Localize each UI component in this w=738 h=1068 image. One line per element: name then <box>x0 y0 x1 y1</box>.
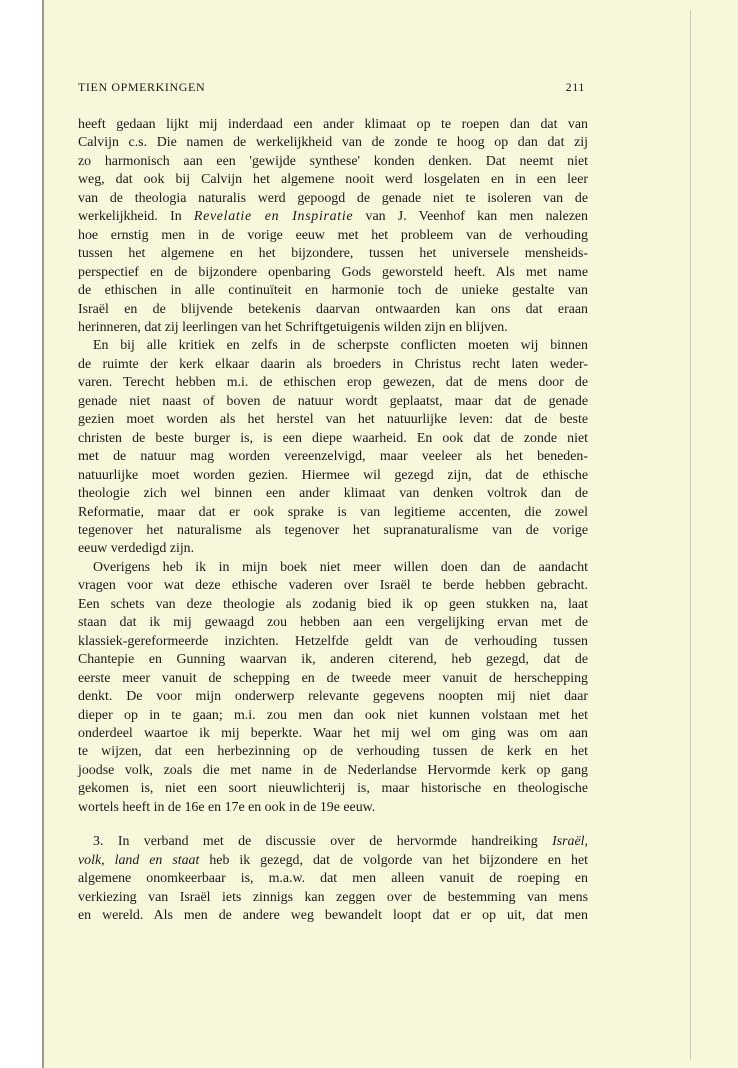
text-line: van de theologia naturalis werd gepoogd de genade niet te isoleren van de <box>78 190 588 206</box>
text-line: tussen het algemene en het bijzondere, tussen het universele mensheids- <box>78 246 588 262</box>
text-line: wortels heeft in de 16e en 17e en ook in de 19e eeuw. <box>78 799 376 815</box>
text-line: perspectief en de bijzondere openbaring Gods geworsteld heeft. Als met name <box>78 264 588 280</box>
text-line: hoe ernstig men in de vorige eeuw met het probleem van de verhouding <box>78 227 588 243</box>
text-line: zo harmonisch aan een 'gewijde synthese' konden denken. Dat neemt niet <box>78 153 588 169</box>
text-line: Israël en de blijvende betekenis daarvan ontwaarden kan ons dat eraan <box>78 301 588 317</box>
text-line: algemene onomkeerbaar is, m.a.w. dat men alleen vanuit de roeping en <box>78 871 588 887</box>
text-run: van J. Veenhof kan men nalezen <box>353 209 589 225</box>
text-line: heeft gedaan lijkt mij inderdaad een ander klimaat op te roepen dan dat van <box>78 117 588 132</box>
text-line: onderdeel waartoe ik mij beperkte. Waar het mij wel om ging was om aan <box>78 725 588 741</box>
text-line: natuurlijke moet worden gezien. Hiermee wil gezegd zijn, dat de ethische <box>78 467 588 483</box>
text-run: werkelijkheid. In <box>78 209 194 225</box>
text-run: heb ik gezegd, dat de volgorde van het bijzondere en het <box>199 852 588 868</box>
italic-book-title: Revelatie en Inspiratie <box>193 209 354 225</box>
page-number: 211 <box>565 80 585 94</box>
text-line: en wereld. Als men de andere weg bewandelt loopt dat er op uit, dat men <box>78 908 588 924</box>
text-line: vragen voor wat deze ethische vaderen over Israël te berde hebben gebracht. <box>78 578 588 594</box>
italic-title: Israël, <box>552 834 588 850</box>
text-line <box>78 833 588 851</box>
running-title: TIEN OPMERKINGEN <box>78 80 206 94</box>
paragraph-2 <box>78 337 588 558</box>
text-line: staan dat ik mij gewaagd zou hebben aan een vergelijking ervan met de <box>78 615 588 631</box>
section-gap <box>78 817 588 833</box>
text-line: met de natuur mag worden vereenzelvigd, maar veeleer als het beneden- <box>78 449 588 465</box>
text-line: christen de beste burger is, is een diepe waarheid. En ook dat de zonde niet <box>78 430 588 446</box>
text-run: 3. In verband met de discussie over de hervormde handreiking <box>93 834 553 850</box>
text-line: Reformatie, maar dat er ook sprake is van legitieme accenten, die zowel <box>78 504 588 520</box>
italic-title: volk, land en staat <box>78 852 200 868</box>
text-line: tegenover het naturalisme als tegenover het supranaturalisme van de vorige <box>78 522 588 538</box>
text-line: dieper op in te gaan; m.i. zou men dan ook niet kunnen volstaan met het <box>78 707 588 723</box>
body-text <box>78 116 588 925</box>
text-line <box>78 852 588 870</box>
text-line: denkt. De voor mijn onderwerp relevante gegevens noopten mij niet daar <box>78 689 588 705</box>
text-line <box>78 208 588 226</box>
text-line: eerste meer vanuit de schepping en de tweede meer vanuit de herschepping <box>78 670 588 686</box>
text-line: gekomen is, niet een soort nieuwlichterij is, maar historische en theologische <box>78 781 588 797</box>
text-line: herinneren, dat zij leerlingen van het Schriftgetuigenis wilden zijn en blijven. <box>78 319 508 335</box>
text-line: de ethischen in alle continuïteit en harmonie toch de unieke gestalte van <box>78 283 588 299</box>
text-line: joodse volk, zoals die met name in de Nederlandse Hervormde kerk op gang <box>78 762 588 778</box>
text-line: weg, dat ook bij Calvijn het algemene nooit werd losgelaten en in een leer <box>78 172 588 188</box>
text-line: Chantepie en Gunning waarvan ik, anderen citerend, heb gezegd, dat de <box>78 652 588 668</box>
text-line: Een schets van deze theologie als zodanig bied ik op geen stukken na, laat <box>78 596 588 612</box>
text-line: verkiezing van Israël iets zinnigs kan zeggen over de bestemming van mens <box>78 889 588 905</box>
text-line: varen. Terecht hebben m.i. de ethischen erop gewezen, dat de mens door de <box>78 375 588 391</box>
paragraph-1 <box>78 116 588 337</box>
text-line: eeuw verdedigd zijn. <box>78 541 195 557</box>
text-line: klassiek-gereformeerde inzichten. Hetzelfde geldt van de verhouding tussen <box>78 633 588 649</box>
text-line: Calvijn c.s. Die namen de werkelijkheid van de zonde te hoog op dan dat zij <box>78 135 588 151</box>
text-line: te wijzen, dat een herbezinning op de verhouding tussen de kerk en het <box>78 744 588 760</box>
running-header <box>78 80 585 95</box>
scan-margin <box>0 0 44 1068</box>
binding-edge-line <box>42 0 44 1068</box>
text-line: theologie zich wel binnen een ander klimaat van denken voltrok dan de <box>78 486 588 502</box>
page-edge-line <box>690 10 691 1060</box>
paragraph-3 <box>78 559 588 817</box>
text-line: genade niet naast of boven de natuur wordt geplaatst, maar dat de genade <box>78 393 588 409</box>
text-line: de ruimte der kerk elkaar daarin als broeders in Christus recht laten weder- <box>78 356 588 372</box>
text-line: En bij alle kritiek en zelfs in de scherpste conflicten moeten wij binnen <box>93 338 588 354</box>
text-line: gezien moet worden als het herstel van het natuurlijke leven: dat de beste <box>78 412 588 428</box>
text-line: Overigens heb ik in mijn boek niet meer willen doen dan de aandacht <box>93 559 588 575</box>
paragraph-4 <box>78 833 588 925</box>
